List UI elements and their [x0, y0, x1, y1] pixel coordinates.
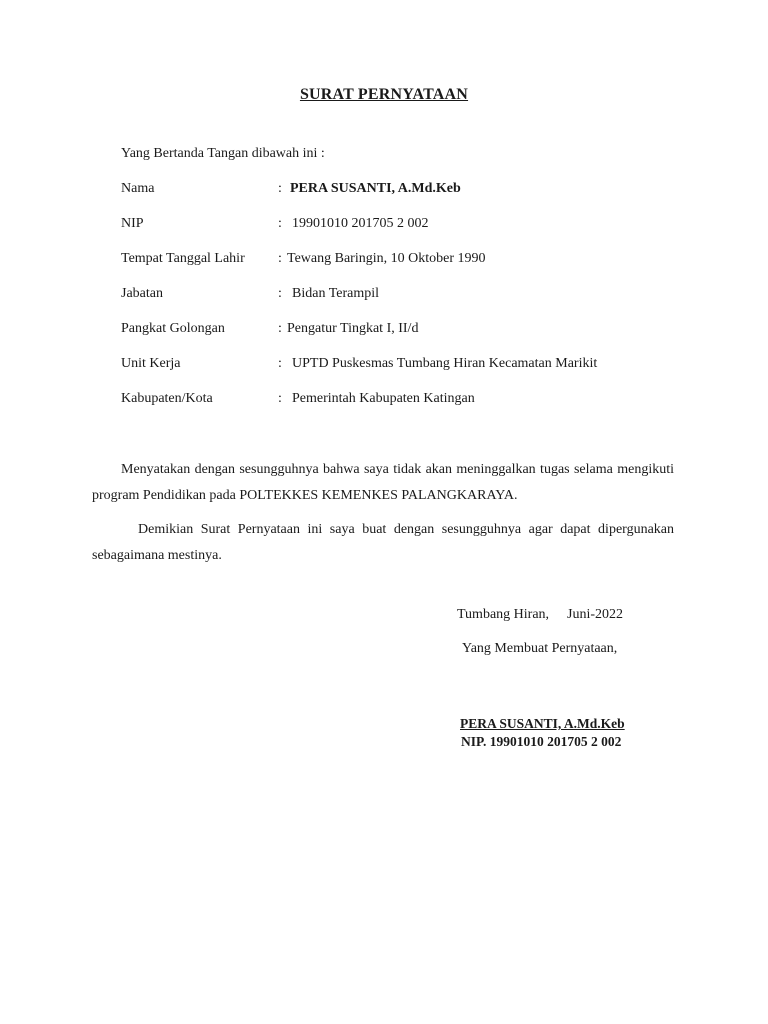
- signer-nip: NIP. 19901010 201705 2 002: [461, 734, 622, 749]
- field-label: Unit Kerja: [121, 356, 181, 371]
- field-value: PERA SUSANTI, A.Md.Keb: [290, 181, 461, 196]
- field-value: Pemerintah Kabupaten Katingan: [292, 391, 475, 406]
- field-separator: :: [278, 286, 282, 301]
- place-date-line: [457, 607, 623, 623]
- field-value: UPTD Puskesmas Tumbang Hiran Kecamatan Marikit: [292, 356, 598, 371]
- field-separator: :: [278, 356, 282, 371]
- field-label: Jabatan: [121, 286, 163, 301]
- field-separator: :: [278, 251, 282, 266]
- document-title: SURAT PERNYATAAN: [299, 86, 469, 103]
- sign-date: Juni-2022: [567, 607, 624, 622]
- field-separator: :: [278, 321, 282, 336]
- field-separator: :: [278, 391, 282, 406]
- field-label: Kabupaten/Kota: [121, 391, 213, 406]
- maker-label: Yang Membuat Pernyataan,: [462, 641, 618, 656]
- field-label: Tempat Tanggal Lahir: [121, 251, 245, 266]
- intro-text: Yang Bertanda Tangan dibawah ini :: [121, 146, 325, 161]
- field-separator: :: [278, 181, 282, 196]
- signer-name: PERA SUSANTI, A.Md.Keb: [460, 716, 625, 731]
- sign-place: Tumbang Hiran,: [457, 607, 550, 622]
- field-separator: :: [278, 216, 282, 231]
- field-value: Bidan Terampil: [292, 286, 380, 301]
- closing-paragraph: Demikian Surat Pernyataan ini saya buat dengan sesungguhnya agar dapat dipergunakan sebagaimana mestinya.: [92, 522, 674, 563]
- field-label: NIP: [121, 216, 144, 231]
- field-label: Nama: [121, 181, 155, 196]
- field-value: Pengatur Tingkat I, II/d: [287, 321, 419, 336]
- field-value: Tewang Baringin, 10 Oktober 1990: [287, 251, 486, 266]
- field-label: Pangkat Golongan: [121, 321, 225, 336]
- statement-paragraph: Menyatakan dengan sesungguhnya bahwa saya tidak akan meninggalkan tugas selama mengikuti program Pendidikan pada POLTEKKES KEMENKES PALANGKARAYA.: [92, 462, 674, 503]
- field-value: 19901010 201705 2 002: [292, 216, 429, 231]
